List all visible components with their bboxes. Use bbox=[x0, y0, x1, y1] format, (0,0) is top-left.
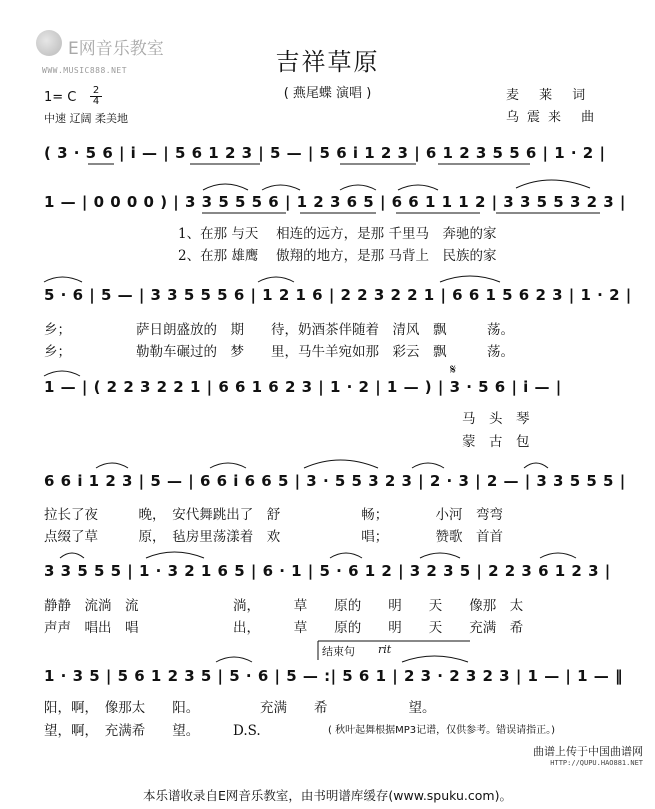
score-line-7: 1 · 3 5 | 5 6 1 2 3 5 | 5 · 6 | 5 — :| 5 6 1 | 2 3 · 2 3 2 3 | 1 — | 1 — ‖ bbox=[44, 667, 623, 685]
lyric-verse1-line3: 马 头 琴 bbox=[462, 411, 530, 427]
lyric-verse1-line2: 乡； 萨日朗盛放的 期 待，奶酒茶伴随着 清风 飘 荡。 bbox=[44, 322, 515, 338]
slur-mark bbox=[412, 463, 444, 468]
slur-mark bbox=[96, 463, 128, 468]
upload-url: HTTP://QUPU.HAO881.NET bbox=[550, 759, 643, 767]
lyric-verse1-line4: 拉长了夜 晚， 安代舞跳出了 舒 畅； 小河 弯弯 bbox=[44, 507, 503, 523]
slur-mark bbox=[398, 185, 438, 190]
logo-brand-text: E网音乐教室 bbox=[68, 39, 164, 59]
score-line-3: 5 · 6 | 5 — | 3 3 5 5 5 6 | 1 2 1 6 | 2 2 3 2 2 1 | 6 6 1 5 6 2 3 | 1 · 2 | bbox=[44, 286, 632, 304]
slur-mark bbox=[440, 276, 500, 282]
lyric-verse1-line5: 静静 流淌 流 淌， 草 原的 明 天 像那 太 bbox=[44, 598, 524, 614]
song-title: 吉祥草原 bbox=[275, 48, 380, 76]
lyric-verse2-line6: 望，啊， 充满希 望。 D.S. bbox=[44, 723, 261, 739]
logo-url-text: WWW.MUSIC888.NET bbox=[42, 66, 128, 75]
score-line-2: 1 — | 0 0 0 0 ) | 3 3 5 5 5 6 | 1 2 3 6 5 | 6 6 1 1 1 2 | 3 3 5 5 3 2 3 | bbox=[44, 193, 626, 211]
slur-mark bbox=[540, 553, 576, 558]
ending-label: 结束句 bbox=[322, 645, 355, 658]
lyric-verse2-line4: 点缀了草 原， 毡房里荡漾着 欢 唱； 赞歌 首首 bbox=[44, 529, 503, 545]
slur-mark bbox=[258, 277, 294, 282]
slur-mark bbox=[524, 463, 548, 468]
slur-mark bbox=[420, 553, 460, 558]
upload-note: 曲谱上传于中国曲谱网 bbox=[533, 745, 643, 758]
lyric-verse1-line1: 1、在那 与天 相连的远方，是那 千里马 奔驰的家 bbox=[178, 226, 497, 242]
slur-mark bbox=[340, 185, 376, 190]
time-signature-bottom: 4 bbox=[90, 96, 102, 107]
segno-sign: 𝄋 bbox=[450, 362, 457, 378]
slur-mark bbox=[402, 656, 468, 662]
slur-mark bbox=[44, 277, 82, 282]
lyric-verse2-line1: 2、在那 雄鹰 傲翔的地方，是那 马背上 民族的家 bbox=[178, 248, 497, 264]
score-line-6: 3 3 5 5 5 | 1 · 3 2 1 6 5 | 6 · 1 | 5 · 6 1 2 | 3 2 3 5 | 2 2 3 6 1 2 3 | bbox=[44, 562, 611, 580]
slur-mark bbox=[210, 463, 246, 468]
tempo-marking: 中速 辽阔 柔美地 bbox=[44, 112, 128, 125]
score-line-1: ( 3 · 5 6 | i — | 5 6 1 2 3 | 5 — | 5 6 i 1 2 3 | 6 1 2 3 5 5 6 | 1 · 2 | bbox=[44, 144, 606, 162]
slur-mark bbox=[146, 552, 204, 558]
slur-mark bbox=[262, 185, 300, 190]
slur-mark bbox=[516, 180, 590, 188]
lyricist-credit: 麦 莱 词 bbox=[506, 88, 594, 103]
lyric-verse1-line6: 阳，啊， 像那太 阳。 充满 希 望。 bbox=[44, 700, 436, 716]
lyric-verse2-line2: 乡； 勒勒车碾过的 梦 里，马牛羊宛如那 彩云 飘 荡。 bbox=[44, 344, 515, 360]
slur-mark bbox=[216, 657, 252, 662]
lyric-verse2-line3: 蒙 古 包 bbox=[462, 434, 530, 450]
time-signature-top: 2 bbox=[92, 85, 100, 96]
source-note: 本乐谱收录自E网音乐教室，由书明谱库缓存(www.spuku.com)。 bbox=[143, 788, 512, 803]
key-signature: 1= C bbox=[44, 90, 77, 105]
slur-mark bbox=[44, 371, 80, 376]
score-line-5: 6 6 i 1 2 3 | 5 — | 6 6 i 6 6 5 | 3 · 5 5 3 2 3 | 2 · 3 | 2 — | 3 3 5 5 5 | bbox=[44, 472, 626, 490]
ritardando-mark: rit bbox=[378, 643, 392, 656]
song-performer: ( 燕尾蝶 演唱 ) bbox=[283, 86, 372, 101]
lyric-verse2-line5: 声声 唱出 唱 出， 草 原的 明 天 充满 希 bbox=[44, 620, 524, 636]
composer-credit: 乌震来 曲 bbox=[506, 110, 603, 125]
score-line-4: 1 — | ( 2 2 3 2 2 1 | 6 6 1 6 2 3 | 1 · 2 | 1 — ) | 3 · 5 6 | i — | bbox=[44, 378, 562, 396]
slur-mark bbox=[203, 184, 248, 190]
slur-mark bbox=[304, 460, 378, 468]
slur-group bbox=[44, 180, 590, 662]
transcriber-note: ( 秋叶起舞根据MP3记谱，仅供参考。错误请指正。) bbox=[328, 725, 556, 736]
slur-mark bbox=[330, 553, 362, 558]
slur-mark bbox=[60, 553, 84, 558]
